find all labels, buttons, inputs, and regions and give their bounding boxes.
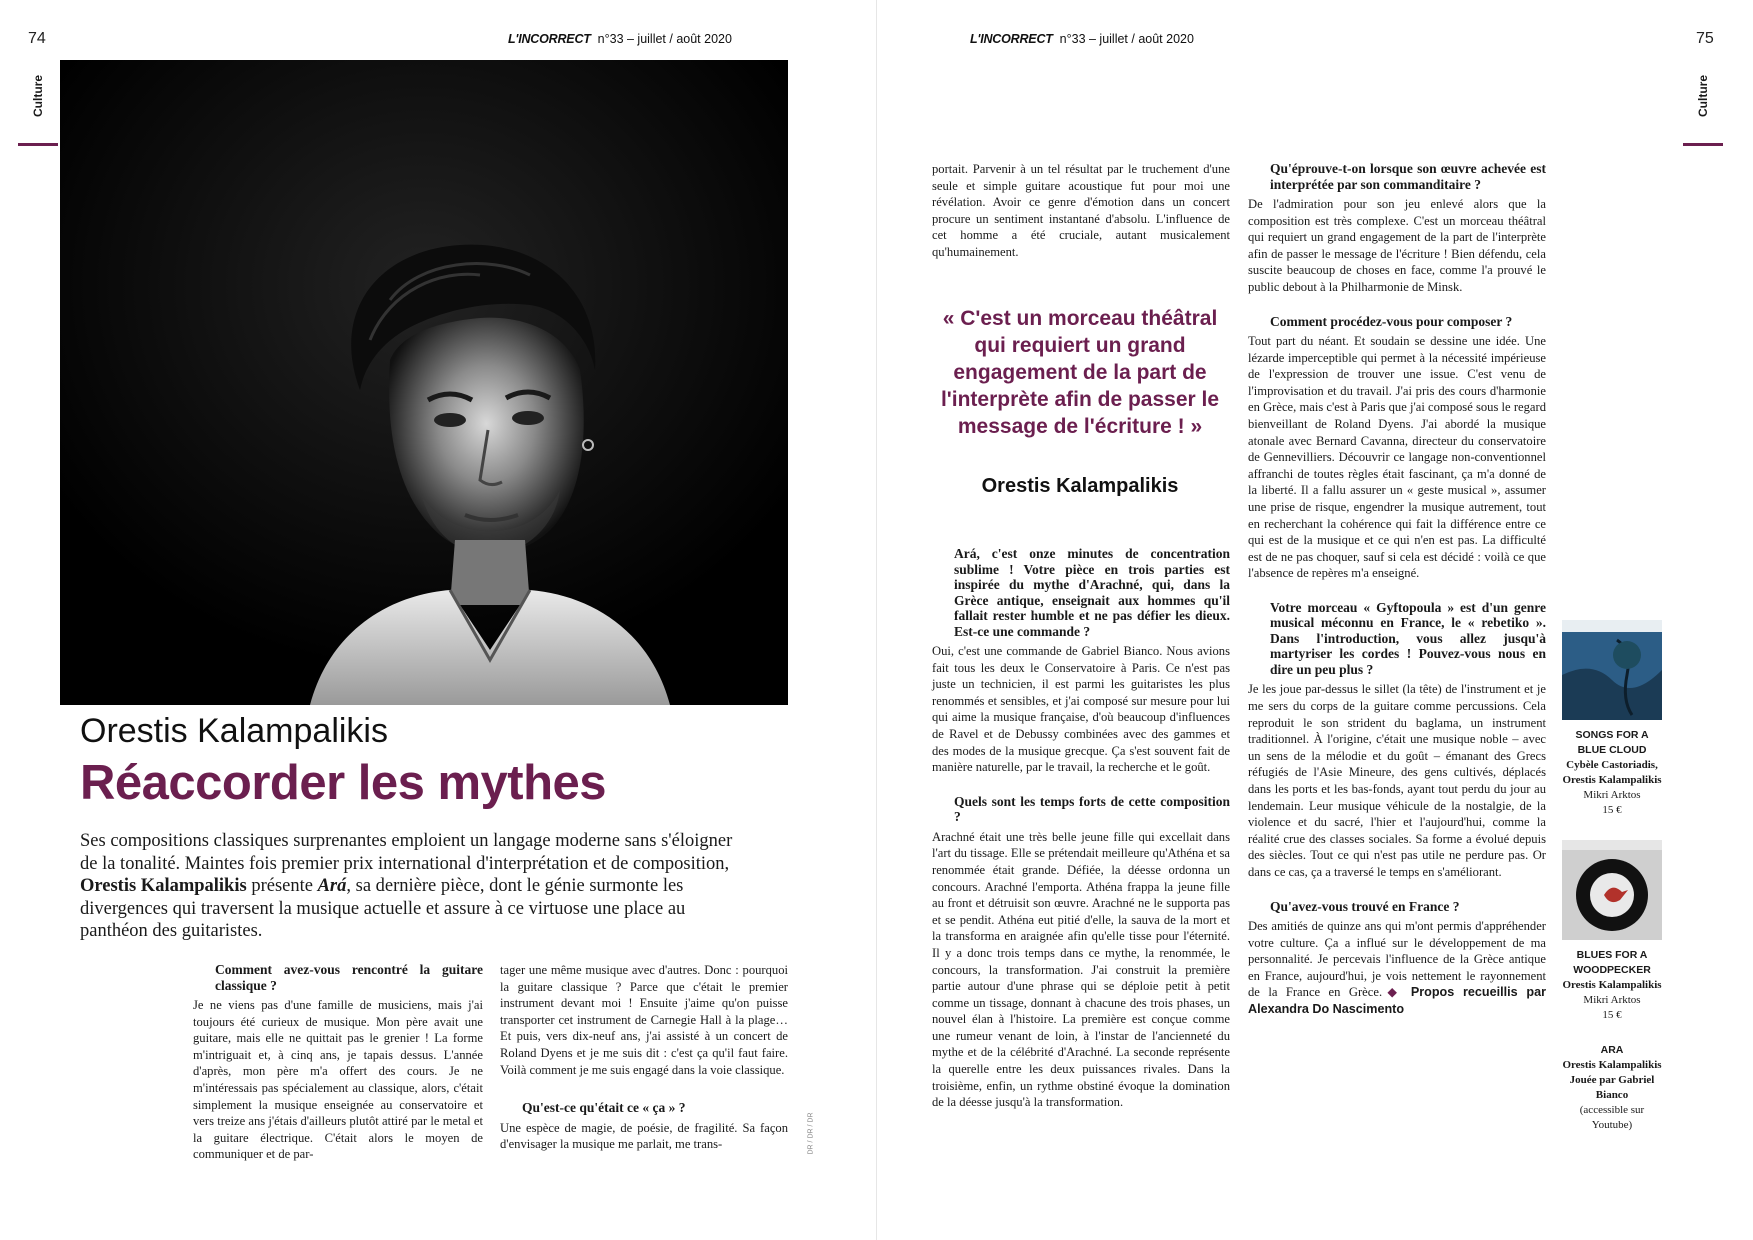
column-1	[193, 962, 483, 1163]
album-info	[1562, 1043, 1662, 1133]
column-4	[1248, 161, 1546, 1018]
pull-quote: « C'est un morceau théâtral qui requiert un grand engagement de la part de l'interprète afin de passer le message de l'écriture ! »	[940, 307, 1220, 438]
section-tab-left	[18, 55, 58, 146]
album-title: BLUES FOR A WOODPECKER	[1573, 949, 1651, 976]
question-heading: Qu'éprouve-t-on lorsque son œuvre achevée est interprétée par son commanditaire ?	[1270, 161, 1546, 192]
page-number-left: 74	[28, 30, 46, 47]
masthead-right	[970, 32, 1194, 46]
article-byline: Orestis Kalampalikis	[80, 712, 388, 750]
article-headline: Réaccorder les mythes	[80, 756, 607, 810]
album-title: ARA	[1600, 1044, 1624, 1056]
album-price: 15 €	[1602, 804, 1622, 816]
masthead-issue: n°33 – juillet / août 2020	[597, 32, 732, 46]
column-3	[932, 546, 1230, 1111]
album-cover-art	[1562, 620, 1662, 720]
section-tab-right	[1683, 55, 1723, 146]
interview-signature: Propos recueillis par Alexandra Do Nascimento	[1248, 985, 1546, 1017]
standfirst-work-title: Ará	[317, 876, 347, 896]
album-artists: Orestis Kalampalikis	[1562, 1059, 1662, 1071]
masthead-issue: n°33 – juillet / août 2020	[1059, 32, 1194, 46]
masthead-left	[508, 32, 732, 46]
standfirst-text: , sa dernière pièce, dont le génie surmonte les divergences qui traversent la musique actuelle et assure à ce virtuose une place au panthéon des guitaristes.	[80, 876, 686, 941]
album-artists: Orestis Kalampalikis	[1562, 979, 1662, 991]
album-title: SONGS FOR A BLUE CLOUD	[1575, 729, 1649, 756]
question-heading: Comment avez-vous rencontré la guitare classique ?	[215, 962, 483, 993]
spread-gutter	[876, 0, 877, 1240]
album-sidebar	[1562, 620, 1662, 1133]
answer-paragraph: De l'admiration pour son jeu enlevé alors que la composition est très complexe. C'est un morceau théâtral qui requiert un grand engagement de la part de l'interprète afin de passer le message de l'écriture ! Bien défendu, cela suscite beaucoup de choses en face, comme l'a prouvé le public debout à la Philharmonie de Minsk.	[1248, 197, 1546, 294]
masthead-brand: L'INCORRECT	[970, 32, 1053, 46]
answer-paragraph: Je ne viens pas d'une famille de musiciens, mais j'ai toujours été curieux de musique. Mon père avait une guitare, mais elle ne quittait pas le grenier ! La forme m'intriguait et, à cinq ans, je tapais dessus. L'année d'après, mon père m'a offert des cours. Je ne m'intéressais pas spécialement au classique, alors, c'était simplement la musique enseignée au conservatoire et vers treize ans j'étais d'ailleurs plutôt attiré par le metal et la guitare électrique. C'était alors le moyen de communiquer et de par-	[193, 998, 483, 1162]
album-performer: Jouée par Gabriel Bianco	[1569, 1074, 1655, 1101]
question-heading: Votre morceau « Gyftopoula » est d'un genre musical méconnu en France, le « rebetiko ». Dans l'introduction, vous allez jusqu'à martyriser les cordes ! Pouvez-vous nous en dire un peu plus ?	[1270, 599, 1546, 677]
column-2	[500, 962, 788, 1153]
question-heading: Quels sont les temps forts de cette composition ?	[954, 793, 1230, 825]
question-heading: Qu'avez-vous trouvé en France ?	[1270, 898, 1460, 914]
end-mark-icon: ◆	[1382, 985, 1403, 1000]
article-standfirst	[80, 830, 750, 943]
question-heading: Comment procédez-vous pour composer ?	[1270, 313, 1513, 329]
photo-credit: DR / DR / DR	[807, 1112, 815, 1155]
album-label: Mikri Arktos	[1583, 789, 1641, 801]
answer-paragraph: Une espèce de magie, de poésie, de fragilité. Sa façon d'envisager la musique me parlait, me trans-	[500, 1120, 788, 1152]
album-label: Mikri Arktos	[1583, 994, 1641, 1006]
pull-quote-author: Orestis Kalampalikis	[981, 475, 1179, 497]
page-number-right: 75	[1696, 30, 1714, 47]
album-price: 15 €	[1602, 1009, 1622, 1021]
question-heading: Ará, c'est onze minutes de concentration sublime ! Votre pièce en trois parties est inspirée du mythe d'Arachné, qui, dans la Grèce antique, enseignait aux hommes qu'il fallait rester humble et ne pas défier les dieux. Est-ce une commande ?	[954, 546, 1230, 639]
section-label: Culture	[1696, 75, 1710, 117]
album-cover-art	[1562, 840, 1662, 940]
album-info	[1562, 728, 1662, 818]
album-cover-blue-cloud	[1562, 620, 1662, 720]
album-info	[1562, 948, 1662, 1023]
answer-paragraph: Tout part du néant. Et soudain se dessine une idée. Une lézarde imperceptible qui permet à la nécessité impérieuse de l'expression de trouver une issue. C'est venu de l'improvisation et du travail. J'ai pris des cours d'harmonie en Grèce, mais c'est à Paris que j'ai composé sous le regard bienveillant de Roland Dyens. J'ai abordé la musique atonale avec Bernard Cavanna, directeur du conservatoire de Gennevilliers. Découvrir ce langage non-conventionnel affranchi de toutes règles était fascinant, ça m'a donné de la liberté. Il a fallu assurer un « geste musical », assumer une prise de risque, engendrer la musique autrement, tout en recherchant la cohérence qui fait la différence entre ce qui est de la musique et ce qui n'en est pas. La difficulté est de ne pas choquer, sauf si cela est décidé : voilà ce que l'absence de repères m'a enseigné.	[1248, 334, 1546, 581]
standfirst-text: Ses compositions classiques surprenantes emploient un langage moderne sans s'éloigner de la tonalité. Maintes fois premier prix international d'interprétation et de composition,	[80, 831, 733, 874]
answer-paragraph: tager une même musique avec d'autres. Donc : pourquoi la guitare classique ? Parce que c'était le premier instrument devant moi ! Ensuite j'aime qu'on puisse transporter cet instrument de Carnegie Hall à la plage… Et puis, vers dix-neuf ans, j'ai assisté à un concert de Roland Dyens et je me suis dit : c'est ça qu'il faut faire. Voilà comment je me suis engagé dans la voie classique.	[500, 963, 788, 1077]
standfirst-name: Orestis Kalampalikis	[80, 876, 247, 896]
portrait-illustration	[60, 60, 788, 705]
portrait-photo	[60, 60, 788, 705]
answer-paragraph	[1248, 918, 1546, 1018]
answer-paragraph: Arachné était une très belle jeune fille qui excellait dans l'art du tissage. Elle se prétendait meilleure qu'Athéna et sa renommée était grande. Défiée, la déesse ordonna un concours. Arachné l'emporta. Athéna frappa la jeune fille au front et détruisit son œuvre. Arachné ne le supporta pas et se pendit. Athéna eut pitié d'elle, la sauva de la mort et la transforma en araignée afin qu'elle tisse pour l'éternité. Il y a donc trois temps dans ce mythe, la renommée, le concours, la transformation. J'ai construit la première partie autour d'une phrase qui se déploie petit à petit comme un tissage, donnant à chacune des trois phases, un nouvel élan à l'histoire. La première est conçue comme une rumeur venant de loin, à l'instar de l'ancienneté du mythe et de la célébrité d'Arachné. La seconde représente la querelle entre les deux puissances rivales. Dans la troisième, enfin, un rythme obstiné évoque la domination de la déesse jusqu'à la transformation.	[932, 829, 1230, 1110]
column-3-top	[932, 161, 1230, 261]
album-cover-woodpecker	[1562, 840, 1662, 940]
answer-text: Des amitiés de quinze ans qui m'ont permis d'appréhender votre culture. Ça a influé sur le développement de ma personnalité. Je percevais l'influence de la Grèce antique en France, aujourd'hui, je vois nettement le rayonnement de la France en Grèce.	[1248, 919, 1546, 1000]
masthead-brand: L'INCORRECT	[508, 32, 591, 46]
section-label: Culture	[31, 75, 45, 117]
answer-paragraph: Oui, c'est une commande de Gabriel Bianco. Nous avions fait tous les deux le Conservatoire à Paris. Ce n'est pas juste un technicien, il est parmi les guitaristes les plus renommés et sensibles, et j'ai composé sur mesure pour lui qui aime la musique française, d'où beaucoup d'influences de Ravel et de Debussy combinées avec des gammes et des modes de la musique grecque. Ça s'est souvent fait de manière naturelle, par le travail, la recherche et le goût.	[932, 644, 1230, 775]
answer-paragraph: Je les joue par-dessus le sillet (la tête) de l'instrument et je me sers du corps de la guitare comme percussions. Cela reproduit le son strident du baglama, un instrument traditionnel. À l'origine, c'était une musique noble – avec un sens de la mélodie et du goût – émanant des Grecs réfugiés de l'Asie Mineure, des gens cultivés, déplacés dans les ports et les bas-fonds, ayant tout perdu du jour au lendemain. Leur musique véhicule de la nostalgie, de la violence et du sacré, l'hier et l'aujourd'hui, comme la réalité crue des classes sociales. Sa forme a évolué depuis des siècles. Tout ce qui n'est pas utile ne perdure pas. Or dans ce cas, ça a traversé le temps en s'améliorant.	[1248, 682, 1546, 879]
answer-paragraph: portait. Parvenir à un tel résultat par le truchement d'une seule et simple guitare acoustique fut pour moi une révélation. Avoir ce genre d'émotion dans un concert procure un sentiment instantané d'absolu. L'influence de cet homme a été cruciale, autant musicalement qu'humainement.	[932, 162, 1230, 259]
album-artists: Cybèle Castoriadis, Orestis Kalampalikis	[1562, 759, 1662, 786]
standfirst-text: présente	[246, 876, 318, 896]
question-heading: Qu'est-ce qu'était ce « ça » ?	[522, 1100, 686, 1116]
album-note: (accessible sur Youtube)	[1579, 1104, 1645, 1131]
